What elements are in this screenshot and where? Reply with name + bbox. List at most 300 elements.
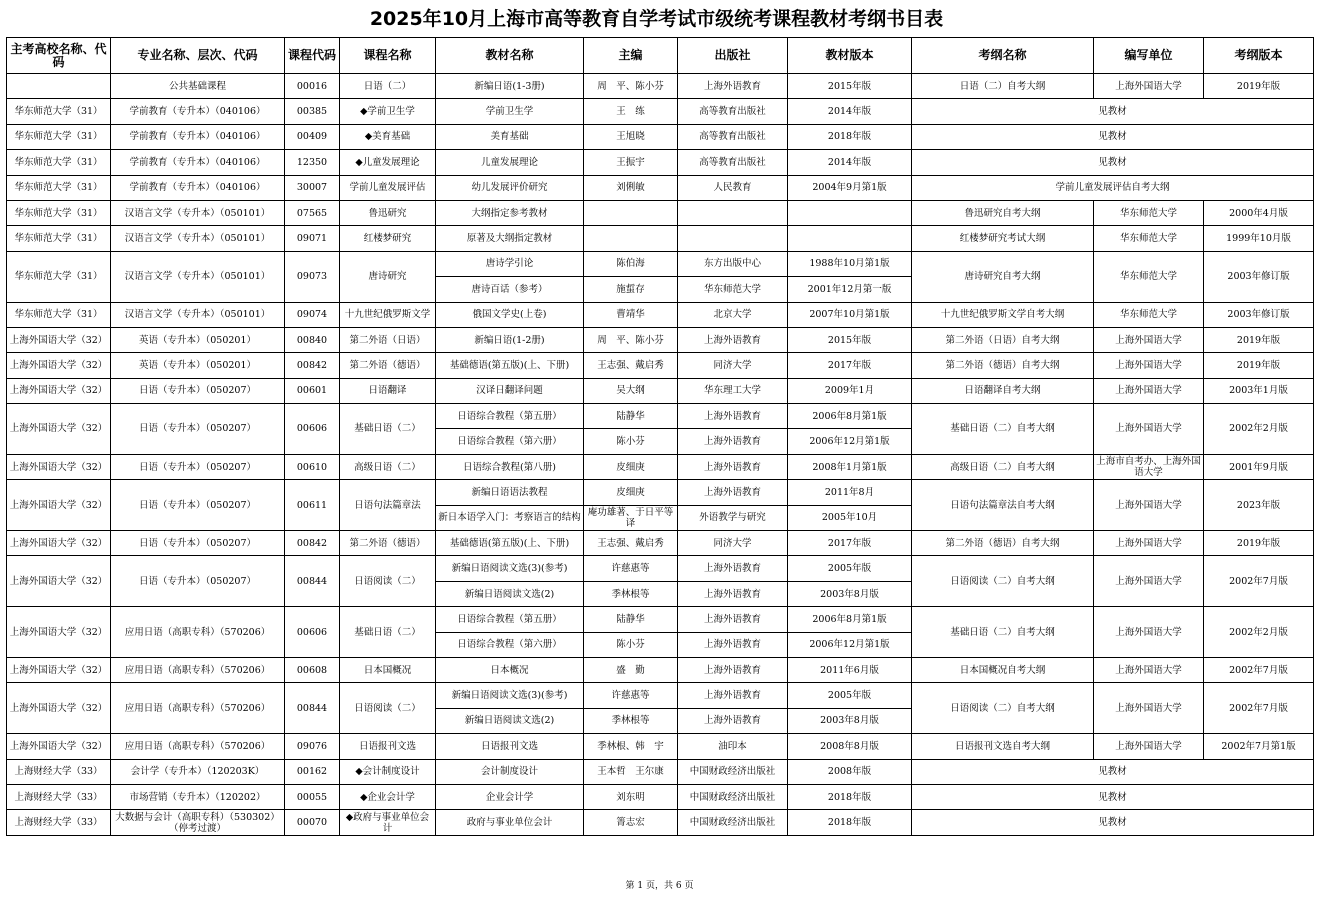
cell-editor: 庵功雄著、于日平等译 (584, 505, 678, 530)
cell-textbook-name: 唐诗学引论 (436, 251, 584, 276)
cell-school: 上海外国语大学（32） (7, 378, 111, 403)
cell-editor: 吴大纲 (584, 378, 678, 403)
table-row (7, 99, 1314, 124)
cell-course-name: 日本国概况 (340, 657, 436, 682)
cell-editor: 周 平、陈小芬 (584, 74, 678, 99)
cell-textbook-edition: 2006年12月第1版 (788, 429, 912, 454)
table-row (7, 150, 1314, 175)
cell-textbook-edition: 2015年版 (788, 74, 912, 99)
cell-syllabus-author: 上海外国语大学 (1094, 74, 1204, 99)
cell-textbook-edition: 2009年1月 (788, 378, 912, 403)
cell-syllabus-name: 红楼梦研究考试大纲 (912, 226, 1094, 251)
cell-textbook-name: 新编日语(1-3册) (436, 74, 584, 99)
cell-syllabus-name: 见教材 (912, 124, 1314, 149)
header-textbook-edition: 教材版本 (788, 38, 912, 74)
cell-textbook-name: 日语报刊文选 (436, 734, 584, 759)
cell-textbook-edition: 2008年8月版 (788, 734, 912, 759)
cell-syllabus-edition: 2002年7月第1版 (1204, 734, 1314, 759)
cell-textbook-edition: 2014年版 (788, 150, 912, 175)
cell-textbook-name: 学前卫生学 (436, 99, 584, 124)
cell-textbook-edition: 2017年版 (788, 353, 912, 378)
cell-course-code: 00606 (285, 607, 340, 658)
cell-school: 华东师范大学（31） (7, 302, 111, 327)
cell-syllabus-name: 鲁迅研究自考大纲 (912, 200, 1094, 225)
cell-syllabus-name: 高级日语（二）自考大纲 (912, 454, 1094, 479)
cell-textbook-name: 原著及大纲指定教材 (436, 226, 584, 251)
cell-editor: 曹靖华 (584, 302, 678, 327)
cell-course-code: 00610 (285, 454, 340, 479)
cell-course-code: 09076 (285, 734, 340, 759)
cell-textbook-name: 大纲指定参考教材 (436, 200, 584, 225)
cell-textbook-edition: 2011年8月 (788, 480, 912, 505)
cell-school: 华东师范大学（31） (7, 200, 111, 225)
cell-course-name: ◆美育基础 (340, 124, 436, 149)
header-syllabus-author: 编写单位 (1094, 38, 1204, 74)
cell-course-code: 30007 (285, 175, 340, 200)
cell-course-name: 第二外语（日语） (340, 327, 436, 352)
cell-course-name: 十九世纪俄罗斯文学 (340, 302, 436, 327)
table-row (7, 810, 1314, 835)
cell-syllabus-edition: 2000年4月版 (1204, 200, 1314, 225)
cell-editor (584, 200, 678, 225)
cell-major: 汉语言文学（专升本）（050101） (111, 226, 285, 251)
cell-major: 英语（专升本）（050201） (111, 327, 285, 352)
cell-school: 上海外国语大学（32） (7, 657, 111, 682)
cell-syllabus-author: 上海外国语大学 (1094, 327, 1204, 352)
cell-syllabus-name: 日语翻译自考大纲 (912, 378, 1094, 403)
cell-editor: 刘俐敏 (584, 175, 678, 200)
cell-course-name: 基础日语（二） (340, 607, 436, 658)
cell-syllabus-edition: 2002年2月版 (1204, 607, 1314, 658)
cell-textbook-edition: 2015年版 (788, 327, 912, 352)
cell-syllabus-name: 日本国概况自考大纲 (912, 657, 1094, 682)
cell-publisher: 上海外语教育 (678, 607, 788, 632)
cell-course-code: 09071 (285, 226, 340, 251)
cell-school: 上海外国语大学（32） (7, 734, 111, 759)
cell-course-name: 红楼梦研究 (340, 226, 436, 251)
cell-editor: 箐志宏 (584, 810, 678, 835)
cell-publisher: 东方出版中心 (678, 251, 788, 276)
cell-textbook-name: 新编日语语法教程 (436, 480, 584, 505)
page-footer: 第 1 页，共 6 页 (625, 881, 694, 891)
cell-editor: 陈小芬 (584, 429, 678, 454)
cell-course-name: 第二外语（德语） (340, 353, 436, 378)
cell-editor: 皮细庚 (584, 454, 678, 479)
cell-publisher: 中国财政经济出版社 (678, 784, 788, 809)
cell-textbook-edition: 2018年版 (788, 124, 912, 149)
cell-syllabus-name: 学前儿童发展评估自考大纲 (912, 175, 1314, 200)
table-row (7, 302, 1314, 327)
cell-publisher: 上海外语教育 (678, 404, 788, 429)
cell-syllabus-author: 上海外国语大学 (1094, 734, 1204, 759)
cell-editor: 王本哲 王尔康 (584, 759, 678, 784)
header-course-name: 课程名称 (340, 38, 436, 74)
cell-syllabus-author: 上海外国语大学 (1094, 378, 1204, 403)
table-row (7, 226, 1314, 251)
cell-editor: 施蜇存 (584, 277, 678, 302)
cell-textbook-name: 基础德语(第五版)(上、下册) (436, 531, 584, 556)
cell-course-code: 00055 (285, 784, 340, 809)
cell-editor: 刘东明 (584, 784, 678, 809)
cell-publisher: 上海外语教育 (678, 429, 788, 454)
table-row (7, 74, 1314, 99)
cell-textbook-edition: 2007年10月第1版 (788, 302, 912, 327)
cell-textbook-name: 新编日语(1-2册) (436, 327, 584, 352)
cell-major: 大数据与会计（高职专科）（530302）（停考过渡） (111, 810, 285, 835)
cell-syllabus-name: 基础日语（二）自考大纲 (912, 607, 1094, 658)
cell-publisher: 人民教育 (678, 175, 788, 200)
cell-editor: 季林根等 (584, 581, 678, 606)
cell-course-name: ◆政府与事业单位会计 (340, 810, 436, 835)
cell-syllabus-author: 华东师范大学 (1094, 200, 1204, 225)
cell-textbook-edition: 2006年8月第1版 (788, 404, 912, 429)
cell-publisher: 同济大学 (678, 353, 788, 378)
cell-editor: 陈小芬 (584, 632, 678, 657)
cell-publisher: 上海外语教育 (678, 454, 788, 479)
cell-textbook-edition: 2003年8月版 (788, 708, 912, 733)
cell-textbook-name: 基础德语(第五版)(上、下册) (436, 353, 584, 378)
table-row (7, 759, 1314, 784)
cell-major: 汉语言文学（专升本）（050101） (111, 200, 285, 225)
cell-syllabus-edition: 1999年10月版 (1204, 226, 1314, 251)
cell-textbook-edition: 2018年版 (788, 810, 912, 835)
cell-major: 日语（专升本）（050207） (111, 378, 285, 403)
header-textbook-name: 教材名称 (436, 38, 584, 74)
cell-syllabus-author: 上海外国语大学 (1094, 607, 1204, 658)
cell-publisher: 高等教育出版社 (678, 150, 788, 175)
table-row (7, 353, 1314, 378)
header-syllabus-name: 考纲名称 (912, 38, 1094, 74)
cell-textbook-edition: 2014年版 (788, 99, 912, 124)
cell-course-name: 学前儿童发展评估 (340, 175, 436, 200)
cell-course-code: 09074 (285, 302, 340, 327)
cell-editor: 盛 勤 (584, 657, 678, 682)
cell-editor: 陆静华 (584, 607, 678, 632)
cell-major: 学前教育（专升本）（040106） (111, 99, 285, 124)
table-row (7, 480, 1314, 505)
cell-editor: 陆静华 (584, 404, 678, 429)
cell-major: 日语（专升本）（050207） (111, 454, 285, 479)
cell-textbook-edition: 2001年12月第一版 (788, 277, 912, 302)
header-publisher: 出版社 (678, 38, 788, 74)
cell-school: 华东师范大学（31） (7, 226, 111, 251)
cell-textbook-name: 新日本语学入门：考察语言的结构 (436, 505, 584, 530)
cell-course-name: 日语（二） (340, 74, 436, 99)
cell-course-name: 日语阅读（二） (340, 683, 436, 734)
cell-publisher: 上海外语教育 (678, 657, 788, 682)
cell-school: 华东师范大学（31） (7, 251, 111, 302)
cell-publisher: 上海外语教育 (678, 74, 788, 99)
cell-textbook-name: 汉译日翻译问题 (436, 378, 584, 403)
table-row (7, 404, 1314, 429)
header-course-code: 课程代码 (285, 38, 340, 74)
cell-editor: 陈伯海 (584, 251, 678, 276)
cell-course-code: 09073 (285, 251, 340, 302)
cell-course-name: 日语报刊文选 (340, 734, 436, 759)
cell-textbook-edition: 2003年8月版 (788, 581, 912, 606)
cell-major: 学前教育（专升本）（040106） (111, 150, 285, 175)
cell-course-name: 日语句法篇章法 (340, 480, 436, 531)
cell-major: 应用日语（高职专科）（570206） (111, 734, 285, 759)
table-row (7, 531, 1314, 556)
cell-school: 上海外国语大学（32） (7, 327, 111, 352)
cell-textbook-name: 日语综合教程（第五册） (436, 607, 584, 632)
document-title: 2025年10月上海市高等教育自学考试市级统考课程教材考纲书目表 (369, 8, 944, 30)
cell-course-name: 日语阅读（二） (340, 556, 436, 607)
cell-editor: 许慈惠等 (584, 683, 678, 708)
cell-syllabus-author: 华东师范大学 (1094, 302, 1204, 327)
cell-textbook-edition: 2008年1月第1版 (788, 454, 912, 479)
cell-publisher: 上海外语教育 (678, 683, 788, 708)
cell-editor: 王 练 (584, 99, 678, 124)
cell-course-name: 唐诗研究 (340, 251, 436, 302)
cell-textbook-name: 儿童发展理论 (436, 150, 584, 175)
cell-publisher: 上海外语教育 (678, 708, 788, 733)
cell-textbook-edition: 2005年版 (788, 556, 912, 581)
cell-school: 上海外国语大学（32） (7, 404, 111, 455)
cell-textbook-name: 政府与事业单位会计 (436, 810, 584, 835)
cell-course-code: 12350 (285, 150, 340, 175)
cell-syllabus-name: 见教材 (912, 810, 1314, 835)
cell-publisher: 华东理工大学 (678, 378, 788, 403)
cell-course-code: 00608 (285, 657, 340, 682)
table-row (7, 200, 1314, 225)
table-header-row (7, 38, 1314, 74)
table-row (7, 251, 1314, 276)
cell-editor (584, 226, 678, 251)
cell-school: 上海外国语大学（32） (7, 531, 111, 556)
cell-major: 学前教育（专升本）（040106） (111, 124, 285, 149)
cell-syllabus-edition: 2002年7月版 (1204, 657, 1314, 682)
cell-syllabus-edition: 2019年版 (1204, 531, 1314, 556)
cell-school: 上海财经大学（33） (7, 810, 111, 835)
cell-editor: 季林根等 (584, 708, 678, 733)
cell-publisher (678, 200, 788, 225)
cell-textbook-name: 新编日语阅读文选(3)(参考) (436, 556, 584, 581)
cell-publisher: 上海外语教育 (678, 556, 788, 581)
cell-course-name: 第二外语（德语） (340, 531, 436, 556)
cell-publisher: 上海外语教育 (678, 632, 788, 657)
cell-course-name: ◆儿童发展理论 (340, 150, 436, 175)
cell-textbook-name: 日语综合教程（第六册） (436, 429, 584, 454)
cell-textbook-edition: 2004年9月第1版 (788, 175, 912, 200)
cell-syllabus-name: 见教材 (912, 759, 1314, 784)
cell-editor: 王志强、戴启秀 (584, 531, 678, 556)
cell-syllabus-name: 见教材 (912, 784, 1314, 809)
table-row (7, 683, 1314, 708)
table-row (7, 556, 1314, 581)
cell-syllabus-author: 华东师范大学 (1094, 226, 1204, 251)
cell-course-code: 00601 (285, 378, 340, 403)
cell-school: 上海外国语大学（32） (7, 454, 111, 479)
cell-textbook-edition: 2018年版 (788, 784, 912, 809)
cell-syllabus-edition: 2001年9月版 (1204, 454, 1314, 479)
cell-course-code: 00385 (285, 99, 340, 124)
cell-publisher: 高等教育出版社 (678, 124, 788, 149)
cell-textbook-name: 日语综合教程（第五册） (436, 404, 584, 429)
cell-course-code: 00840 (285, 327, 340, 352)
cell-syllabus-author: 上海外国语大学 (1094, 657, 1204, 682)
table-row (7, 327, 1314, 352)
cell-textbook-name: 唐诗百话（参考） (436, 277, 584, 302)
cell-major: 日语（专升本）（050207） (111, 556, 285, 607)
cell-editor: 周 平、陈小芬 (584, 327, 678, 352)
cell-syllabus-author: 上海外国语大学 (1094, 480, 1204, 531)
cell-course-name: ◆企业会计学 (340, 784, 436, 809)
cell-syllabus-edition: 2019年版 (1204, 327, 1314, 352)
cell-textbook-edition: 1988年10月第1版 (788, 251, 912, 276)
cell-course-code: 00606 (285, 404, 340, 455)
cell-syllabus-author: 上海市自考办、上海外国语大学 (1094, 454, 1204, 479)
cell-textbook-edition (788, 226, 912, 251)
cell-course-code: 00842 (285, 353, 340, 378)
cell-editor: 皮细庚 (584, 480, 678, 505)
cell-publisher: 北京大学 (678, 302, 788, 327)
cell-syllabus-name: 第二外语（德语）自考大纲 (912, 531, 1094, 556)
cell-school: 上海外国语大学（32） (7, 607, 111, 658)
cell-editor: 王旭晓 (584, 124, 678, 149)
cell-textbook-edition: 2008年版 (788, 759, 912, 784)
cell-school: 上海财经大学（33） (7, 784, 111, 809)
cell-textbook-name: 会计制度设计 (436, 759, 584, 784)
cell-syllabus-author: 上海外国语大学 (1094, 353, 1204, 378)
cell-school: 华东师范大学（31） (7, 175, 111, 200)
header-syllabus-edition: 考纲版本 (1204, 38, 1314, 74)
cell-course-code: 00842 (285, 531, 340, 556)
header-major: 专业名称、层次、代码 (111, 38, 285, 74)
cell-publisher: 上海外语教育 (678, 327, 788, 352)
cell-major: 公共基础课程 (111, 74, 285, 99)
cell-syllabus-name: 基础日语（二）自考大纲 (912, 404, 1094, 455)
cell-school: 华东师范大学（31） (7, 99, 111, 124)
cell-textbook-edition: 2005年版 (788, 683, 912, 708)
cell-publisher: 上海外语教育 (678, 581, 788, 606)
cell-major: 会计学（专升本）（120203K） (111, 759, 285, 784)
cell-publisher (678, 226, 788, 251)
cell-school: 上海外国语大学（32） (7, 556, 111, 607)
cell-course-code: 00611 (285, 480, 340, 531)
cell-syllabus-name: 见教材 (912, 150, 1314, 175)
cell-syllabus-name: 十九世纪俄罗斯文学自考大纲 (912, 302, 1094, 327)
cell-textbook-name: 日本概况 (436, 657, 584, 682)
cell-syllabus-name: 日语（二）自考大纲 (912, 74, 1094, 99)
cell-textbook-edition: 2006年8月第1版 (788, 607, 912, 632)
textbook-table (6, 37, 1314, 836)
cell-course-code: 00016 (285, 74, 340, 99)
cell-course-code: 00070 (285, 810, 340, 835)
cell-textbook-name: 日语综合教程(第八册) (436, 454, 584, 479)
cell-textbook-name: 新编日语阅读文选(2) (436, 581, 584, 606)
cell-editor: 王振宇 (584, 150, 678, 175)
cell-major: 汉语言文学（专升本）（050101） (111, 251, 285, 302)
cell-textbook-name: 日语综合教程（第六册） (436, 632, 584, 657)
cell-course-name: 高级日语（二） (340, 454, 436, 479)
cell-syllabus-name: 日语阅读（二）自考大纲 (912, 556, 1094, 607)
table-row (7, 175, 1314, 200)
cell-textbook-edition: 2005年10月 (788, 505, 912, 530)
cell-textbook-name: 幼儿发展评价研究 (436, 175, 584, 200)
cell-syllabus-name: 日语句法篇章法自考大纲 (912, 480, 1094, 531)
header-school: 主考高校名称、代码 (7, 38, 111, 74)
cell-school: 上海外国语大学（32） (7, 683, 111, 734)
cell-editor: 季林根、韩 宇 (584, 734, 678, 759)
header-editor: 主编 (584, 38, 678, 74)
cell-major: 汉语言文学（专升本）（050101） (111, 302, 285, 327)
cell-syllabus-edition: 2019年版 (1204, 353, 1314, 378)
cell-course-name: ◆会计制度设计 (340, 759, 436, 784)
cell-course-code: 07565 (285, 200, 340, 225)
cell-school: 上海财经大学（33） (7, 759, 111, 784)
cell-course-code: 00844 (285, 556, 340, 607)
cell-major: 日语（专升本）（050207） (111, 480, 285, 531)
table-row (7, 124, 1314, 149)
cell-course-code: 00844 (285, 683, 340, 734)
table-row (7, 378, 1314, 403)
cell-publisher: 华东师范大学 (678, 277, 788, 302)
cell-school (7, 74, 111, 99)
cell-syllabus-author: 华东师范大学 (1094, 251, 1204, 302)
cell-editor: 王志强、戴启秀 (584, 353, 678, 378)
cell-school: 华东师范大学（31） (7, 124, 111, 149)
table-row (7, 657, 1314, 682)
cell-syllabus-edition: 2002年2月版 (1204, 404, 1314, 455)
cell-syllabus-author: 上海外国语大学 (1094, 683, 1204, 734)
cell-publisher: 中国财政经济出版社 (678, 810, 788, 835)
cell-syllabus-edition: 2002年7月版 (1204, 683, 1314, 734)
cell-syllabus-author: 上海外国语大学 (1094, 531, 1204, 556)
cell-publisher: 外语教学与研究 (678, 505, 788, 530)
cell-syllabus-edition: 2002年7月版 (1204, 556, 1314, 607)
cell-syllabus-edition: 2023年版 (1204, 480, 1314, 531)
table-row (7, 784, 1314, 809)
table-row (7, 454, 1314, 479)
cell-course-code: 00162 (285, 759, 340, 784)
cell-course-code: 00409 (285, 124, 340, 149)
cell-publisher: 上海外语教育 (678, 480, 788, 505)
cell-school: 上海外国语大学（32） (7, 353, 111, 378)
cell-course-name: 日语翻译 (340, 378, 436, 403)
cell-syllabus-author: 上海外国语大学 (1094, 404, 1204, 455)
cell-publisher: 同济大学 (678, 531, 788, 556)
cell-course-name: 基础日语（二） (340, 404, 436, 455)
cell-publisher: 油印本 (678, 734, 788, 759)
cell-major: 市场营销（专升本）（120202） (111, 784, 285, 809)
cell-school: 华东师范大学（31） (7, 150, 111, 175)
cell-major: 应用日语（高职专科）（570206） (111, 607, 285, 658)
cell-syllabus-name: 见教材 (912, 99, 1314, 124)
cell-syllabus-name: 唐诗研究自考大纲 (912, 251, 1094, 302)
cell-syllabus-name: 第二外语（德语）自考大纲 (912, 353, 1094, 378)
cell-textbook-edition (788, 200, 912, 225)
cell-syllabus-author: 上海外国语大学 (1094, 556, 1204, 607)
cell-textbook-name: 俄国文学史(上卷) (436, 302, 584, 327)
cell-major: 应用日语（高职专科）（570206） (111, 657, 285, 682)
cell-syllabus-edition: 2003年修订版 (1204, 251, 1314, 302)
cell-syllabus-name: 日语阅读（二）自考大纲 (912, 683, 1094, 734)
cell-syllabus-edition: 2003年修订版 (1204, 302, 1314, 327)
cell-syllabus-name: 日语报刊文选自考大纲 (912, 734, 1094, 759)
cell-textbook-edition: 2006年12月第1版 (788, 632, 912, 657)
cell-course-name: ◆学前卫生学 (340, 99, 436, 124)
cell-course-name: 鲁迅研究 (340, 200, 436, 225)
cell-textbook-name: 新编日语阅读文选(2) (436, 708, 584, 733)
cell-publisher: 中国财政经济出版社 (678, 759, 788, 784)
cell-publisher: 高等教育出版社 (678, 99, 788, 124)
cell-major: 应用日语（高职专科）（570206） (111, 683, 285, 734)
cell-editor: 许慈惠等 (584, 556, 678, 581)
cell-textbook-name: 美育基础 (436, 124, 584, 149)
cell-major: 日语（专升本）（050207） (111, 531, 285, 556)
